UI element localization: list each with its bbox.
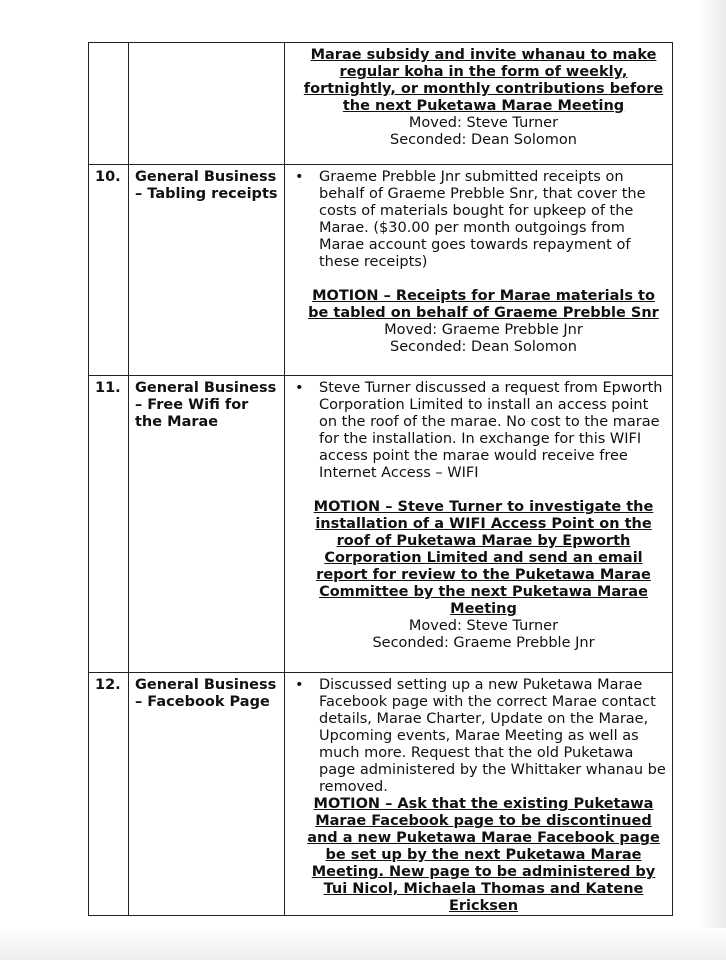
motion-line: Tui Nicol, Michaela Thomas and Katene: [323, 881, 644, 897]
discussion-text: Discussed setting up a new Puketawa Marae Facebook page with the correct Marae contact details, Marae Charter, Update on the Marae, Upcoming events, Marae Meeting as well as much more. Request that the old Puketawa page administered by the Whittaker whanau be removed.: [319, 677, 666, 795]
motion-line: Corporation Limited and send an email: [324, 550, 643, 566]
details-cell: [285, 165, 673, 376]
motion-line: the next Puketawa Marae Meeting: [342, 98, 625, 114]
item-number: 12.: [89, 673, 129, 916]
discussion-text: Graeme Prebble Jnr submitted receipts on behalf of Graeme Prebble Snr, that cover the costs of materials bought for upkeep of the Marae. ($30.00 per month outgoings from Marae account goes towards repayment of these receipts): [319, 169, 646, 270]
item-topic: General Business – Free Wifi for the Marae: [129, 376, 285, 673]
motion-line: installation of a WIFI Access Point on the: [315, 516, 652, 532]
bullet-icon: •: [295, 169, 304, 185]
page-edge-shadow: [700, 0, 726, 960]
table-row-12: [89, 673, 673, 916]
motion-line: report for review to the Puketawa Marae: [316, 567, 651, 583]
seconded-by: Seconded: Dean Solomon: [390, 339, 577, 355]
motion-text: [291, 47, 666, 115]
motion-line: roof of Puketawa Marae by Epworth: [336, 533, 631, 549]
details-cell: [285, 43, 673, 165]
motion-line: Ericksen: [448, 898, 519, 914]
table-row-11: [89, 376, 673, 673]
moved-by: Moved: Steve Turner: [408, 115, 559, 131]
table-row-10: [89, 165, 673, 376]
moved-by: Moved: Graeme Prebble Jnr: [384, 322, 583, 338]
bullet-icon: •: [295, 380, 304, 396]
motion-line: Marae Facebook page to be discontinued: [315, 813, 652, 829]
moved-by: Moved: Steve Turner: [408, 618, 559, 634]
topic-cell: [129, 43, 285, 165]
discussion-text: Steve Turner discussed a request from Epworth Corporation Limited to install an access point on the roof of the marae. No cost to the marae for the installation. In exchange for this WIFI access point the marae would receive free Internet Access – WIFI: [319, 380, 663, 481]
motion-line: Meeting. New page to be administered by: [311, 864, 656, 880]
motion-line: MOTION – Ask that the existing Puketawa: [313, 796, 654, 812]
motion-text: [291, 288, 666, 322]
page-bottom-shadow: [0, 928, 726, 960]
motion-line: regular koha in the form of weekly,: [339, 64, 628, 80]
motion-line: Committee by the next Puketawa Marae: [319, 584, 648, 600]
bullet-icon: •: [295, 677, 304, 693]
motion-line: Marae subsidy and invite whanau to make: [310, 47, 657, 63]
table-row-continued: [89, 43, 673, 165]
motion-line: Meeting: [450, 601, 517, 617]
motion-line: fortnightly, or monthly contributions before: [303, 81, 664, 97]
motion-line: be tabled on behalf of Graeme Prebble Snr: [308, 305, 659, 321]
motion-line: be set up by the next Puketawa Marae: [325, 847, 642, 863]
details-cell: [285, 673, 673, 916]
seconded-by: Seconded: Dean Solomon: [390, 132, 577, 148]
item-number: 10.: [89, 165, 129, 376]
item-number: 11.: [89, 376, 129, 673]
motion-line: MOTION – Receipts for Marae materials to: [312, 288, 655, 304]
number-cell: [89, 43, 129, 165]
details-cell: [285, 376, 673, 673]
seconded-by: Seconded: Graeme Prebble Jnr: [372, 635, 595, 651]
motion-line: MOTION – Steve Turner to investigate the: [313, 499, 654, 515]
motion-text: [291, 499, 666, 618]
item-topic: General Business – Facebook Page: [129, 673, 285, 916]
motion-line: and a new Puketawa Marae Facebook page: [307, 830, 660, 846]
minutes-table: [88, 42, 673, 916]
item-topic: General Business – Tabling receipts: [129, 165, 285, 376]
motion-text: [291, 796, 666, 915]
